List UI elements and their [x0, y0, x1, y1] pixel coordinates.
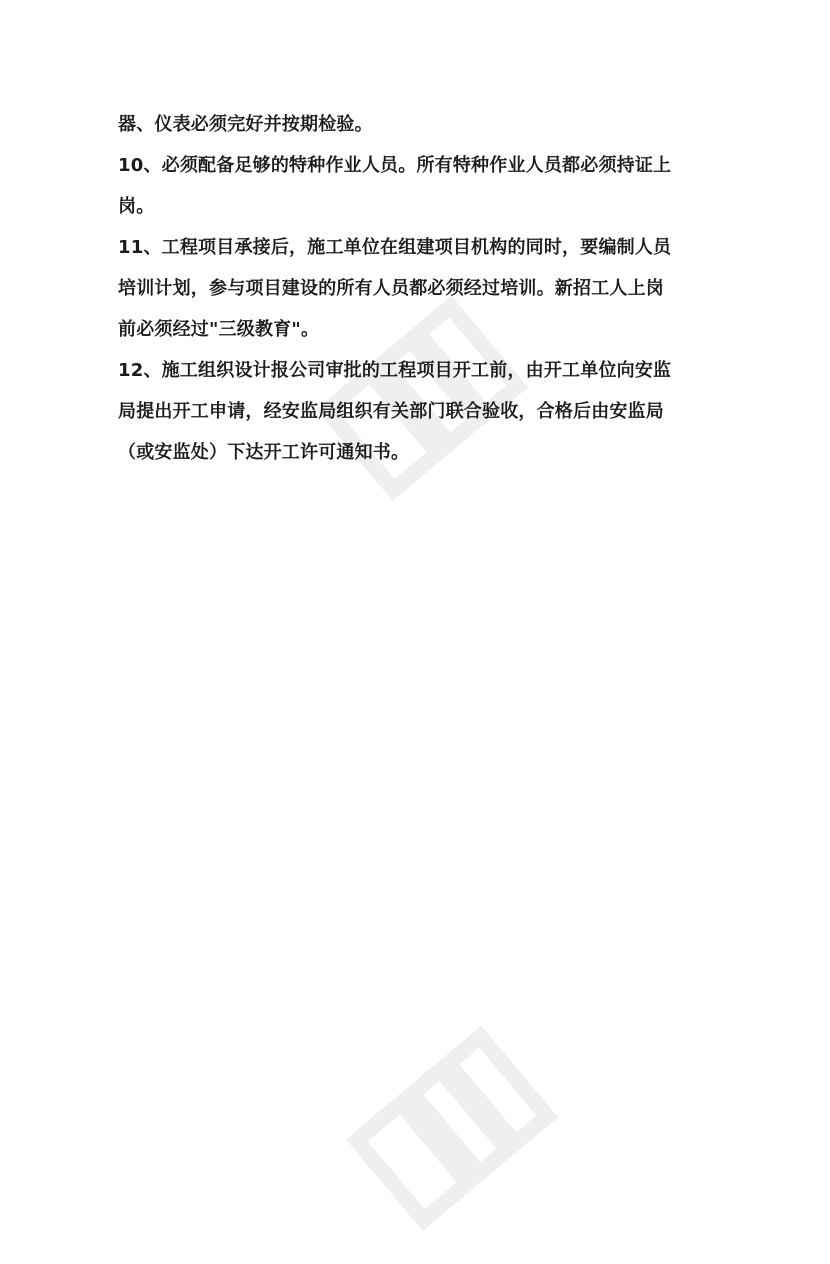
- watermark-logo: [320, 1000, 580, 1260]
- text-line: （或安监处）下达开工许可通知书。: [118, 442, 410, 463]
- document-body: [118, 104, 718, 473]
- text-line: 培训计划，参与项目建设的所有人员都必须经过培训。新招工人上岗: [118, 278, 664, 299]
- paragraph-fragment: [118, 104, 718, 145]
- text-line: 岗。: [118, 196, 155, 217]
- paragraph-item-12: [118, 350, 718, 473]
- text-line: 局提出开工申请，经安监局组织有关部门联合验收，合格后由安监局: [118, 401, 664, 422]
- paragraph-item-11: [118, 227, 718, 350]
- paragraph-item-10: [118, 145, 718, 227]
- text-line: 前必须经过"三级教育"。: [118, 319, 320, 340]
- watermark-shape: [320, 1000, 580, 1260]
- text-line: 器、仪表必须完好并按期检验。: [118, 114, 373, 135]
- text-line: 10、必须配备足够的特种作业人员。所有特种作业人员都必须持证上: [118, 155, 672, 176]
- text-line: 12、施工组织设计报公司审批的工程项目开工前，由开工单位向安监: [118, 360, 672, 381]
- text-line: 11、工程项目承接后，施工单位在组建项目机构的同时，要编制人员: [118, 237, 672, 258]
